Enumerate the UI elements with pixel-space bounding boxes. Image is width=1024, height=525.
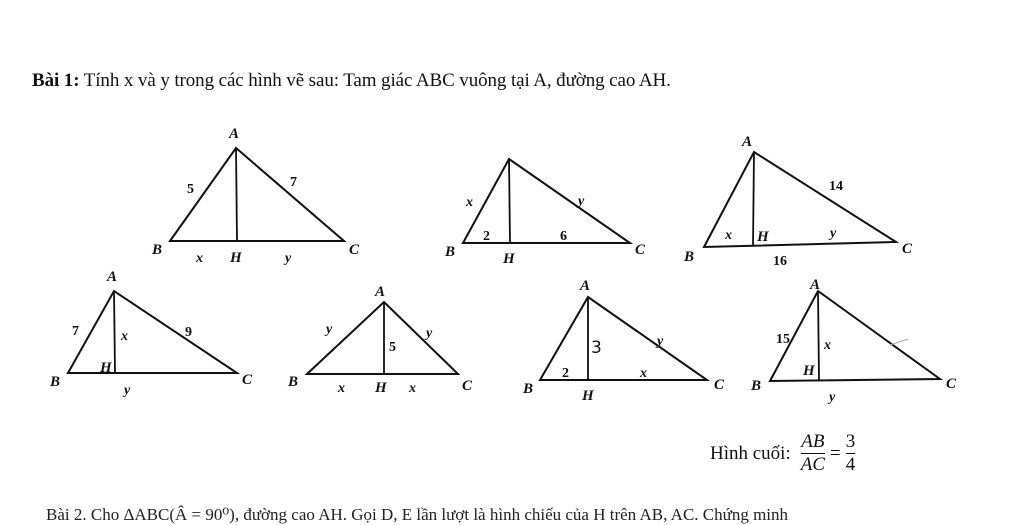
fraction-numerator: AB	[801, 431, 825, 452]
label-bh: 2	[562, 366, 569, 381]
triangle-abc	[704, 152, 896, 247]
foot-h: H	[230, 250, 242, 266]
label-ab: 7	[72, 324, 79, 339]
label-ac: 14	[829, 179, 843, 194]
label-bc: 16	[773, 254, 787, 269]
triangle-abc	[307, 302, 458, 374]
figure-4	[49, 269, 253, 398]
problem-label: Bài 1:	[32, 70, 80, 91]
label-ah: x	[121, 329, 128, 344]
label-ac: y	[426, 326, 433, 341]
label-bh: x	[725, 228, 732, 243]
last-figure-label: Hình cuối:	[710, 442, 791, 464]
ratio-numerator: 3	[845, 431, 856, 452]
foot-h: H	[375, 380, 387, 396]
triangle-abc	[770, 291, 940, 381]
label-bc: y	[124, 383, 131, 398]
label-hc: y	[830, 226, 837, 241]
label-ab: x	[466, 195, 473, 210]
vertex-c: C	[462, 378, 473, 394]
vertex-c: C	[635, 242, 646, 258]
last-figure-ratio	[710, 432, 857, 475]
vertex-c: C	[946, 376, 957, 392]
altitude-ah	[236, 148, 237, 241]
vertex-a: A	[742, 134, 753, 150]
foot-h: H	[503, 251, 515, 267]
label-bc: y	[829, 390, 836, 405]
vertex-c: C	[714, 377, 725, 393]
foot-h: H	[582, 388, 594, 404]
label-hc: y	[285, 251, 292, 266]
label-ac: y	[578, 194, 585, 209]
figure-3	[683, 134, 913, 269]
vertex-a: A	[810, 277, 821, 293]
label-hc: x	[409, 381, 416, 396]
vertex-a: A	[107, 269, 118, 285]
figure-2	[444, 159, 646, 267]
vertex-b: B	[288, 374, 299, 390]
label-ac: y	[657, 334, 664, 349]
label-ah: x	[824, 338, 831, 353]
vertex-b: B	[445, 244, 456, 260]
next-problem-cutoff: Bài 2. Cho ΔABC(Â = 90⁰), đường cao AH. Gọi D, E lần lượt là hình chiếu của H trên AB, AC. Chứng minh	[46, 505, 789, 524]
altitude-ah	[753, 152, 754, 246]
vertex-c: C	[349, 242, 360, 258]
label-bh: x	[338, 381, 345, 396]
triangle-abc	[68, 291, 237, 373]
foot-h: H	[100, 360, 112, 376]
vertex-b: B	[50, 374, 61, 390]
figure-1	[151, 126, 360, 266]
label-ac: 7	[290, 175, 297, 190]
vertex-a: A	[375, 284, 386, 300]
vertex-c: C	[242, 372, 253, 388]
vertex-b: B	[751, 378, 762, 394]
figure-6	[522, 278, 725, 404]
equals-sign: =	[830, 442, 841, 464]
ratio-denominator: 4	[845, 454, 856, 475]
figure-5	[287, 284, 473, 396]
figure-7	[750, 277, 957, 405]
label-hc: x	[640, 366, 647, 381]
stray-mark	[890, 339, 908, 345]
label-bh: x	[196, 251, 203, 266]
altitude-ah	[818, 291, 819, 380]
label-ah: 5	[389, 340, 396, 355]
fraction-ratio	[846, 432, 856, 475]
label-hc: 6	[560, 229, 567, 244]
foot-h: H	[757, 229, 769, 245]
fraction-ab-ac	[801, 432, 825, 475]
vertex-a: A	[229, 126, 240, 142]
vertex-b: B	[152, 242, 163, 258]
fraction-denominator: AC	[800, 454, 826, 475]
altitude-ah	[114, 291, 115, 373]
vertex-b: B	[523, 381, 534, 397]
label-ab: y	[326, 322, 333, 337]
vertex-a: A	[580, 278, 591, 294]
vertex-b: B	[684, 249, 695, 265]
foot-h: H	[803, 363, 815, 379]
label-ab: 15	[776, 332, 790, 347]
problem-text: Tính x và y trong các hình vẽ sau: Tam giác ABC vuông tại A, đường cao AH.	[83, 70, 671, 91]
triangle-abc	[170, 148, 344, 241]
label-ab: 5	[187, 182, 194, 197]
altitude-ah	[509, 159, 510, 243]
label-ac: 9	[185, 325, 192, 340]
label-ah: 3	[591, 338, 602, 358]
vertex-c: C	[902, 241, 913, 257]
label-bh: 2	[483, 229, 490, 244]
